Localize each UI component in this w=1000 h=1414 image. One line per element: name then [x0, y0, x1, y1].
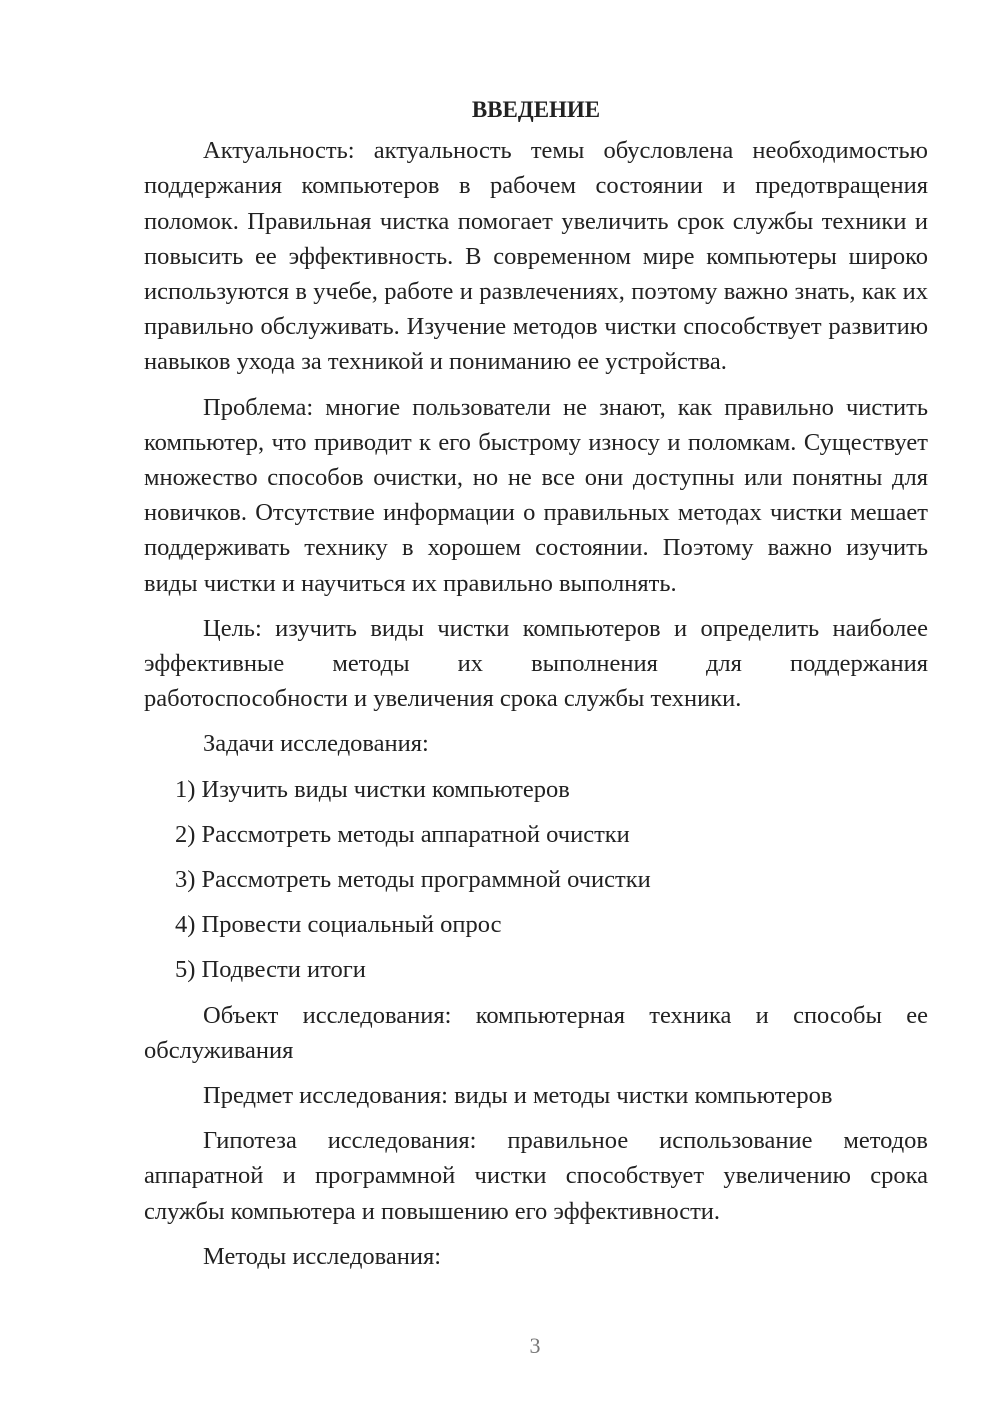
page-number: 3 — [529, 1333, 541, 1358]
hypothesis-paragraph: Гипотеза исследования: правильное использование методов аппаратной и программной чистки способствует увеличению срока службы компьютера и повышению его эффективности. — [144, 1127, 928, 1225]
task-item: 1) Изучить виды чистки компьютеров — [175, 775, 570, 803]
object-paragraph: Объект исследования: компьютерная техника и способы ее обслуживания — [144, 1001, 928, 1064]
task-item: 4) Провести социальный опрос — [175, 911, 502, 939]
task-item: 3) Рассмотреть методы программной очистки — [175, 866, 651, 894]
goal-paragraph: Цель: изучить виды чистки компьютеров и определить наиболее эффективные методы их выполнения для поддержания работоспособности и увеличения срока службы техники. — [144, 614, 928, 713]
section-title: ВВЕДЕНИЕ — [471, 97, 601, 122]
tasks-list — [144, 772, 928, 988]
task-item: 5) Подвести итоги — [175, 956, 366, 984]
methods-heading: Методы исследования: — [203, 1242, 442, 1270]
page-content — [144, 92, 928, 1284]
subject-paragraph: Предмет исследования: виды и методы чистки компьютеров — [203, 1082, 833, 1110]
problem-paragraph: Проблема: многие пользователи не знают, как правильно чистить компьютер, что приводит к его быстрому износу и поломкам. Существует множество способов очистки, но не все они доступны или понятны для новичков. Отсутствие информации о правильных методах чистки мешает поддерживать технику в хорошем состоянии. Поэтому важно изучить виды чистки и научиться их правильно выполнять. — [144, 393, 928, 597]
tasks-heading: Задачи исследования: — [203, 730, 429, 758]
relevance-paragraph: Актуальность: актуальность темы обусловлена необходимостью поддержания компьютеров в рабочем состоянии и предотвращения поломок. Правильная чистка помогает увеличить срок службы техники и повысить ее эффективность. В современном мире компьютеры широко используются в учебе, работе и развлечениях, поэтому важно знать, как их правильно обслуживать. Изучение методов чистки способствует развитию навыков ухода за техникой и пониманию ее устройства. — [144, 137, 928, 376]
task-item: 2) Рассмотреть методы аппаратной очистки — [175, 820, 630, 848]
